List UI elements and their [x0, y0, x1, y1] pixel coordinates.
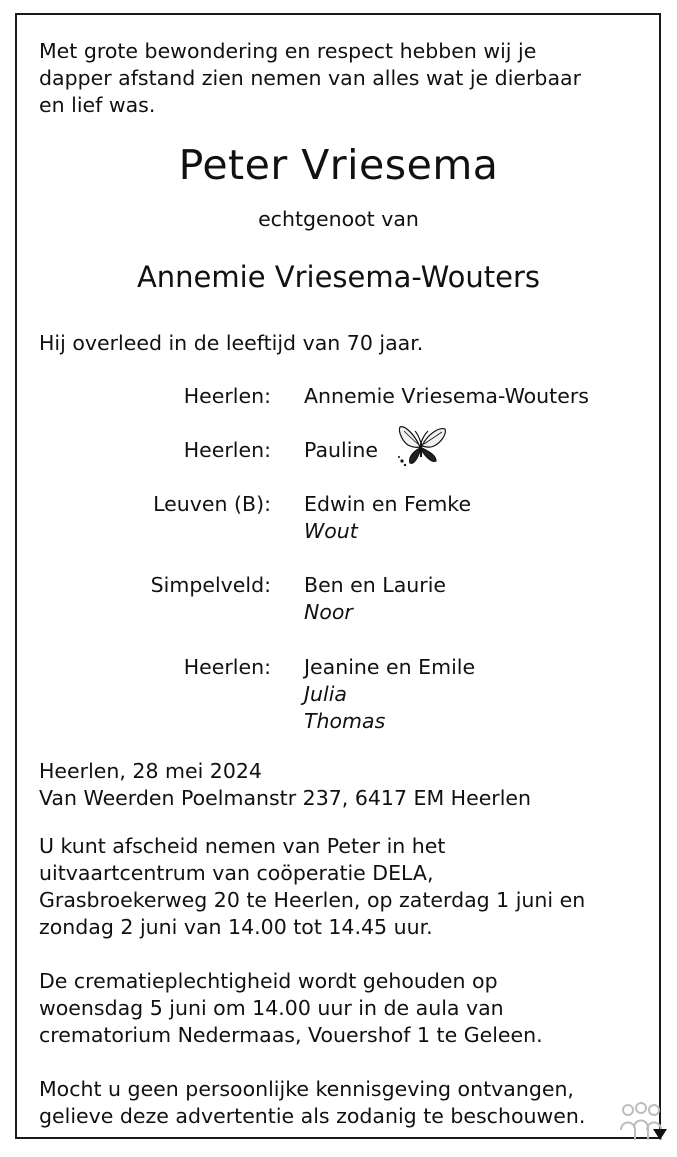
intro-line: en lief was. [39, 93, 156, 117]
address-line: Van Weerden Poelmanstr 237, 6417 EM Heerlen [39, 786, 532, 810]
cremation-line: woensdag 5 juni om 14.00 uur in de aula van [39, 996, 504, 1020]
family-name: Ben en Laurie [304, 573, 447, 597]
family-name: Jeanine en Emile [304, 655, 476, 679]
farewell-line: uitvaartcentrum van coöperatie DELA, [39, 861, 434, 885]
family-names [304, 491, 471, 545]
family-name: Annemie Vriesema-Wouters [304, 384, 589, 408]
date-address [39, 758, 531, 812]
intro-line: dapper afstand zien nemen van alles wat je dierbaar [39, 66, 581, 90]
intro-text [39, 38, 581, 119]
farewell-line: zondag 2 juni van 14.00 tot 14.45 uur. [39, 915, 433, 939]
family-place: Heerlen: [183, 438, 271, 462]
family-place: Leuven (B): [153, 492, 271, 516]
date-line: Heerlen, 28 mei 2024 [39, 759, 262, 783]
cremation-text [39, 968, 543, 1049]
family-child: Julia [304, 682, 347, 706]
butterfly-icon [396, 423, 448, 469]
notice-text [39, 1076, 585, 1130]
family-names [304, 437, 378, 464]
family-names [304, 383, 589, 410]
family-names [304, 654, 475, 735]
farewell-line: Grasbroekerweg 20 te Heerlen, op zaterdag 1 juni en [39, 888, 586, 912]
family-place: Heerlen: [183, 384, 271, 408]
age-line: Hij overleed in de leeftijd van 70 jaar. [39, 331, 424, 355]
cremation-line: De crematieplechtigheid wordt gehouden op [39, 969, 498, 993]
spouse-name: Annemie Vriesema-Wouters [136, 260, 541, 294]
farewell-text [39, 833, 585, 941]
family-child: Thomas [304, 709, 386, 733]
family-place: Simpelveld: [150, 573, 271, 597]
family-child: Noor [304, 600, 353, 624]
deceased-name: Peter Vriesema [178, 141, 499, 189]
family-name: Edwin en Femke [304, 492, 472, 516]
farewell-line: U kunt afscheid nemen van Peter in het [39, 834, 446, 858]
arrow-down-icon[interactable] [653, 1129, 667, 1140]
family-place: Heerlen: [183, 655, 271, 679]
intro-line: Met grote bewondering en respect hebben wij je [39, 39, 537, 63]
family-names [304, 572, 446, 626]
cremation-line: crematorium Nedermaas, Vouershof 1 te Geleen. [39, 1023, 543, 1047]
family-name: Pauline [304, 438, 378, 462]
family-child: Wout [304, 519, 358, 543]
notice-line: Mocht u geen persoonlijke kennisgeving ontvangen, [39, 1077, 574, 1101]
notice-line: gelieve deze advertentie als zodanig te beschouwen. [39, 1104, 586, 1128]
relation-label: echtgenoot van [258, 207, 419, 231]
